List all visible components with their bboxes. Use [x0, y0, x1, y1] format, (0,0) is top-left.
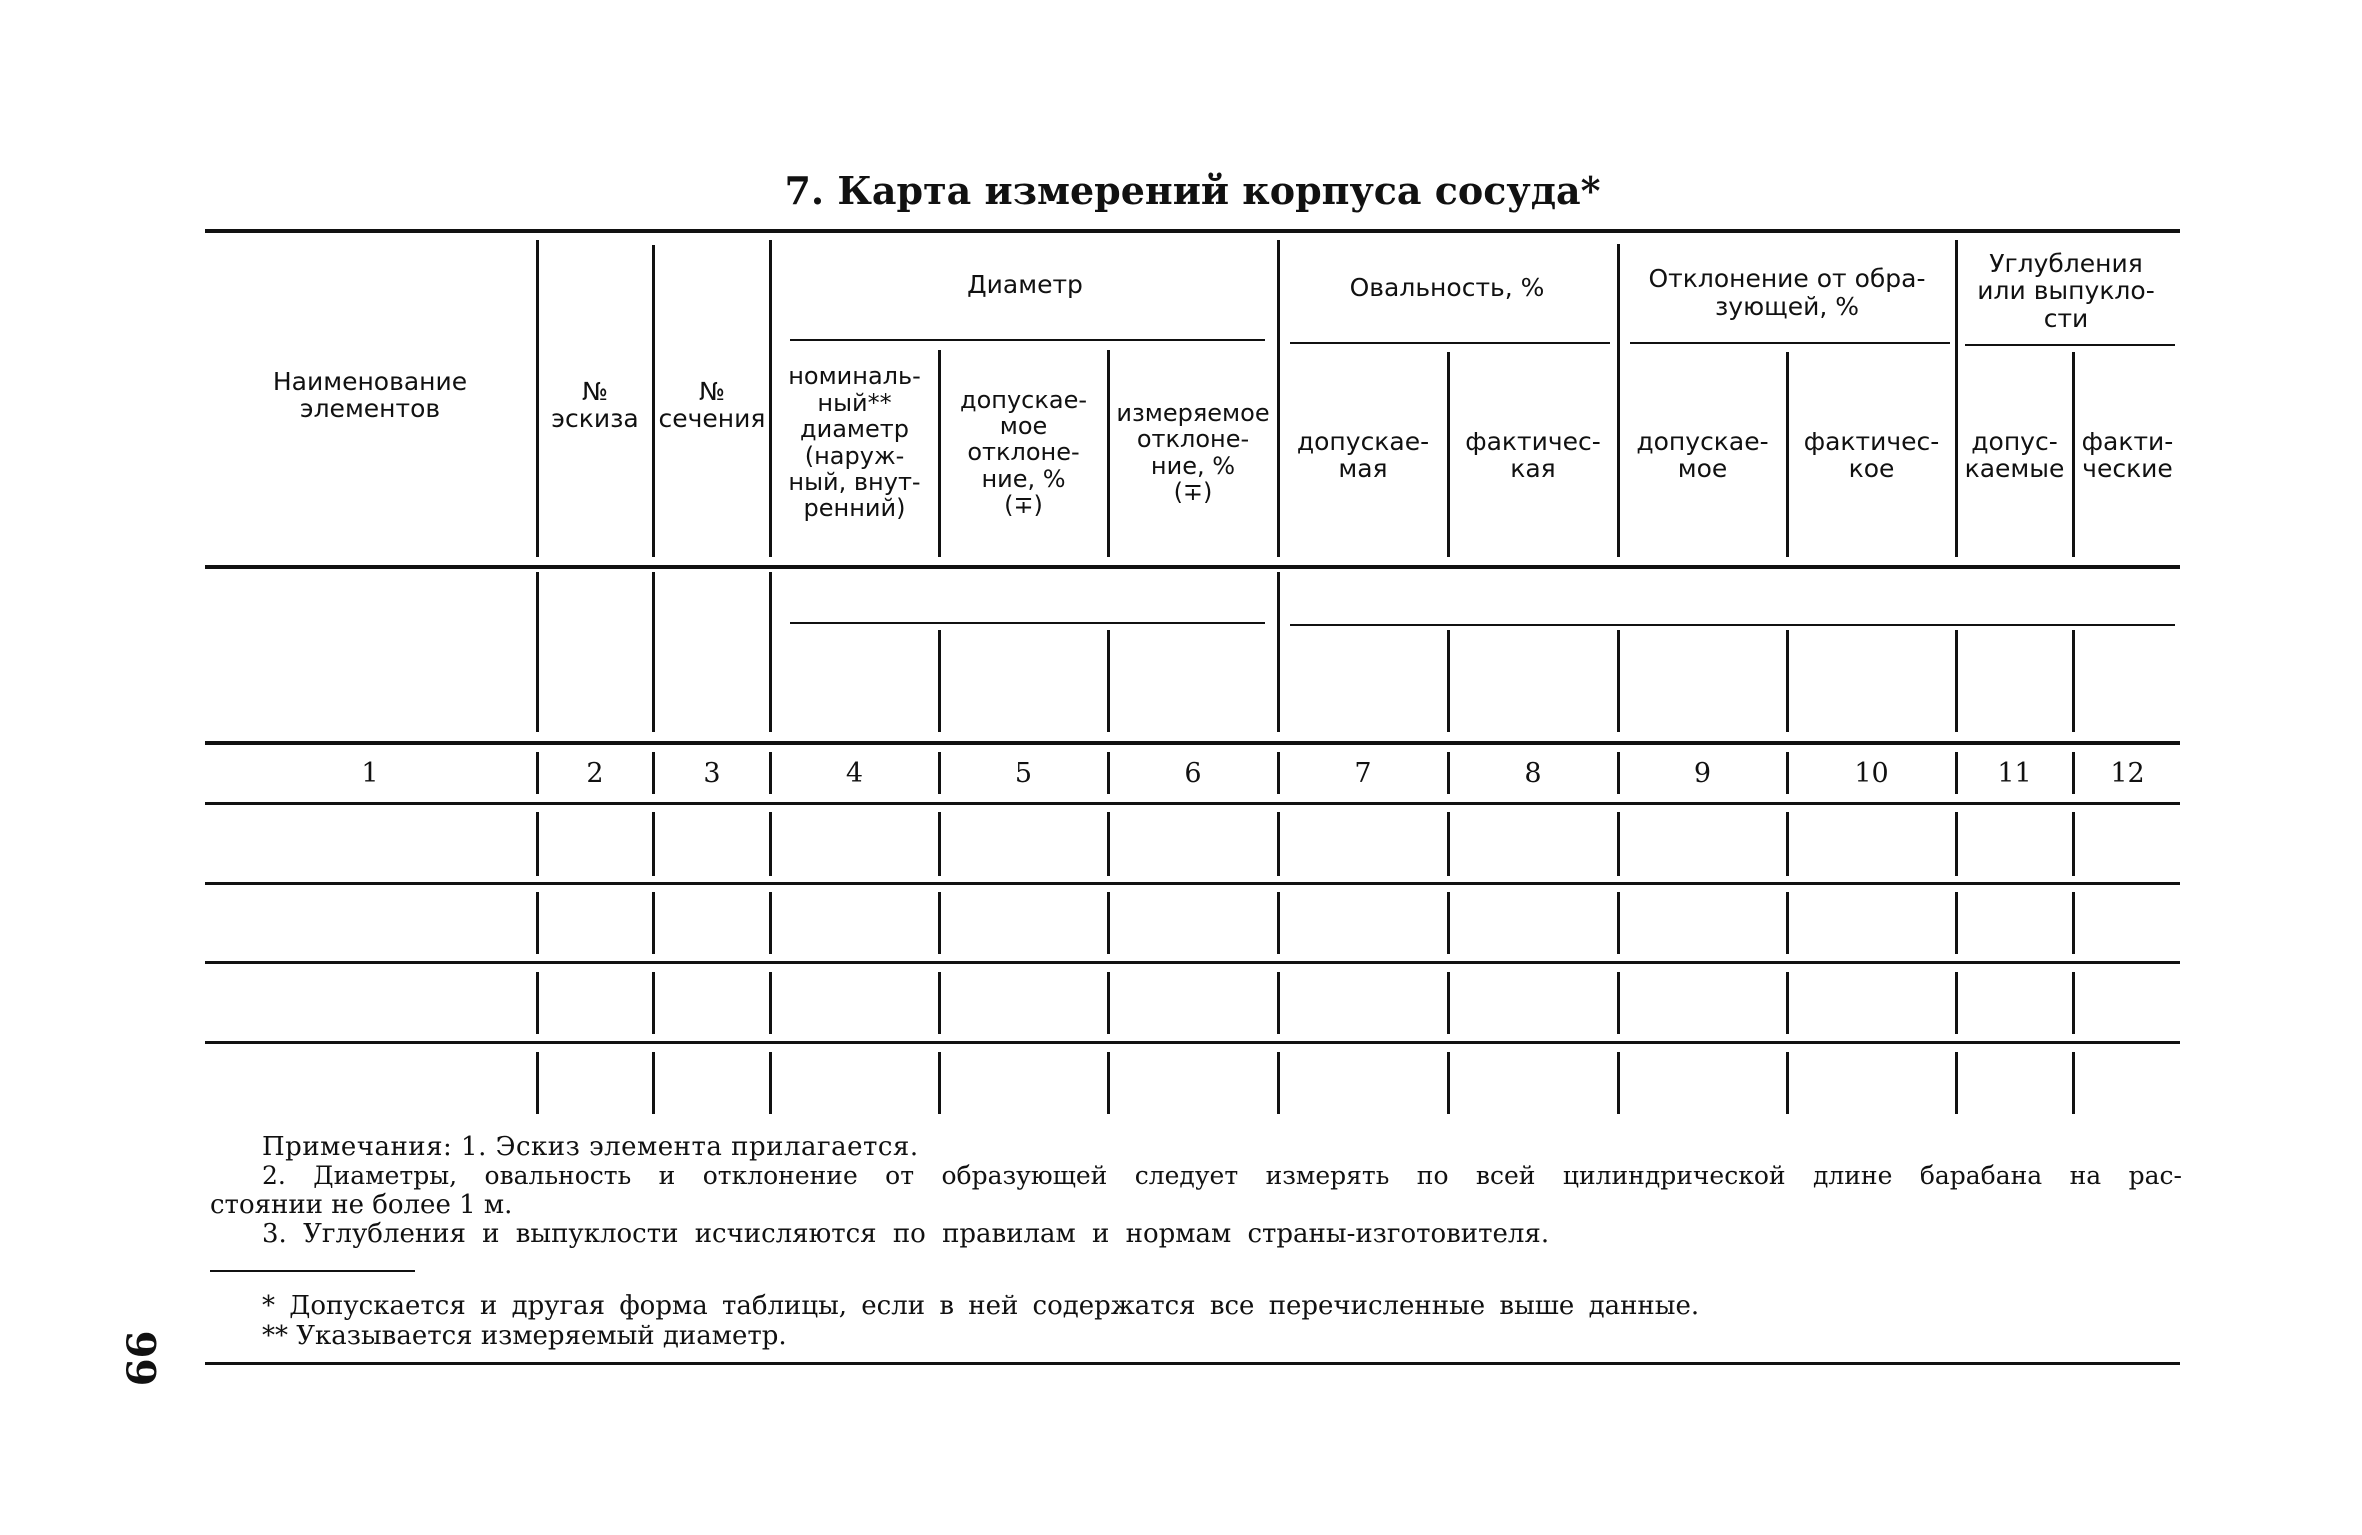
column-divider: [1955, 972, 1958, 1034]
top-rule: [205, 229, 2180, 233]
header-dents-allowed: допус- каемые: [1964, 426, 2065, 483]
column-divider: [536, 972, 539, 1034]
header-element-name: Наименование элементов: [272, 366, 468, 423]
column-divider: [938, 1052, 941, 1114]
data-row-rule: [205, 882, 2180, 885]
column-divider: [652, 892, 655, 954]
column-divider: [1277, 572, 1280, 732]
notes-line-4: 3. Углубления и выпуклости исчисляются по правилам и нормам страны-изготовителя.: [262, 1219, 1550, 1249]
column-number: 11: [1997, 758, 2032, 790]
column-divider: [1447, 1052, 1450, 1114]
column-divider: [1447, 630, 1450, 732]
column-divider: [1277, 240, 1280, 557]
column-divider: [652, 752, 655, 794]
page-number: 99: [116, 1330, 164, 1387]
column-divider: [536, 1052, 539, 1114]
column-divider: [652, 572, 655, 732]
header-ovality: Овальность, %: [1349, 273, 1545, 303]
column-divider: [1955, 630, 1958, 732]
header-diameter: Диаметр: [967, 270, 1083, 300]
blank-right-rule: [1290, 624, 2175, 626]
notes-line-2: 2. Диаметры, овальность и отклонение от образующей следует измерять по всей цилиндрической длине барабана на рас-: [262, 1161, 2182, 1190]
column-divider: [1277, 972, 1280, 1034]
data-row-rule: [205, 961, 2180, 964]
table-title: 7. Карта измерений корпуса сосуда*: [784, 168, 1601, 213]
column-divider: [1277, 1052, 1280, 1114]
column-divider: [536, 572, 539, 732]
column-divider: [1447, 892, 1450, 954]
column-divider: [769, 892, 772, 954]
footnote-2: ** Указывается измеряемый диаметр.: [262, 1321, 787, 1351]
bottom-rule: [205, 1362, 2180, 1365]
column-number: 4: [845, 758, 864, 790]
column-divider: [769, 1052, 772, 1114]
deviation-group-rule: [1630, 342, 1950, 344]
column-divider: [1786, 1052, 1789, 1114]
column-divider: [652, 812, 655, 876]
column-number: 12: [2110, 758, 2145, 790]
ovality-group-rule: [1290, 342, 1610, 344]
notes-line-1: Примечания: 1. Эскиз элемента прилагается.: [262, 1132, 919, 1162]
column-divider: [1955, 812, 1958, 876]
column-divider: [1107, 812, 1110, 876]
column-divider: [2072, 972, 2075, 1034]
column-number: 3: [703, 758, 721, 790]
column-divider: [2072, 630, 2075, 732]
column-number: 7: [1354, 758, 1372, 790]
column-divider: [1617, 972, 1620, 1034]
footnote-1: * Допускается и другая форма таблицы, если в ней содержатся все перечисленные выше данные.: [262, 1291, 1700, 1321]
column-divider: [536, 892, 539, 954]
column-number: 5: [1014, 758, 1033, 790]
column-number: 2: [586, 758, 604, 790]
column-divider: [2072, 1052, 2075, 1114]
header-nominal-diameter: номиналь- ный** диаметр (наруж- ный, внут- ренний): [788, 362, 921, 523]
header-dents: Углубления или выпукло- сти: [1977, 248, 2155, 333]
column-divider: [1617, 244, 1620, 557]
blank-row-bottom-rule: [205, 741, 2180, 745]
column-divider: [652, 245, 655, 557]
header-deviation: Отклонение от обра- зующей, %: [1648, 264, 1926, 321]
column-divider: [1447, 972, 1450, 1034]
column-number: 8: [1524, 758, 1542, 790]
column-divider: [1107, 892, 1110, 954]
column-divider: [938, 812, 941, 876]
data-row-rule: [205, 1041, 2180, 1044]
column-divider: [1277, 892, 1280, 954]
header-section-no: № сечения: [658, 376, 766, 433]
column-divider: [769, 812, 772, 876]
header-deviation-allowed: допускае- мое: [1636, 426, 1769, 483]
column-divider: [1617, 630, 1620, 732]
column-divider: [652, 972, 655, 1034]
column-divider: [2072, 812, 2075, 876]
column-divider: [1617, 892, 1620, 954]
column-divider: [2072, 892, 2075, 954]
header-bottom-rule: [205, 565, 2180, 569]
column-divider: [1617, 1052, 1620, 1114]
column-divider: [536, 812, 539, 876]
column-divider: [1107, 1052, 1110, 1114]
column-divider: [1786, 972, 1789, 1034]
header-ovality-allowed: допускае- мая: [1296, 426, 1430, 483]
column-divider: [1955, 240, 1958, 557]
column-divider: [938, 892, 941, 954]
column-divider: [536, 752, 539, 794]
header-ovality-actual: фактичес- кая: [1465, 426, 1601, 483]
column-divider: [769, 572, 772, 732]
column-divider: [1786, 812, 1789, 876]
column-number: 10: [1854, 758, 1889, 790]
column-divider: [1447, 812, 1450, 876]
footnote-separator: [210, 1270, 415, 1272]
column-number: 9: [1693, 758, 1712, 790]
notes-line-3: стоянии не более 1 м.: [210, 1190, 513, 1220]
column-divider: [938, 972, 941, 1034]
dents-group-rule: [1965, 344, 2175, 346]
header-dents-actual: факти- ческие: [2081, 426, 2174, 483]
numbers-row-bottom-rule: [205, 802, 2180, 805]
diameter-group-rule: [790, 339, 1265, 341]
column-divider: [938, 630, 941, 732]
column-divider: [1786, 892, 1789, 954]
column-divider: [1786, 630, 1789, 732]
column-divider: [1277, 812, 1280, 876]
column-divider: [536, 240, 539, 557]
column-divider: [1955, 1052, 1958, 1114]
blank-diameter-rule: [790, 622, 1265, 624]
header-allowed-deviation: допускае- мое отклоне- ние, % (∓): [960, 385, 1087, 520]
header-measured-deviation: измеряемое отклоне- ние, % (∓): [1116, 398, 1270, 506]
column-divider: [1955, 892, 1958, 954]
column-divider: [1107, 630, 1110, 732]
column-divider: [1107, 972, 1110, 1034]
header-deviation-actual: фактичес- кое: [1803, 426, 1940, 483]
column-divider: [652, 1052, 655, 1114]
header-sketch-no: № эскиза: [551, 376, 639, 433]
column-divider: [1617, 812, 1620, 876]
column-number: 1: [361, 758, 379, 790]
column-divider: [769, 972, 772, 1034]
column-number: 6: [1184, 758, 1202, 790]
